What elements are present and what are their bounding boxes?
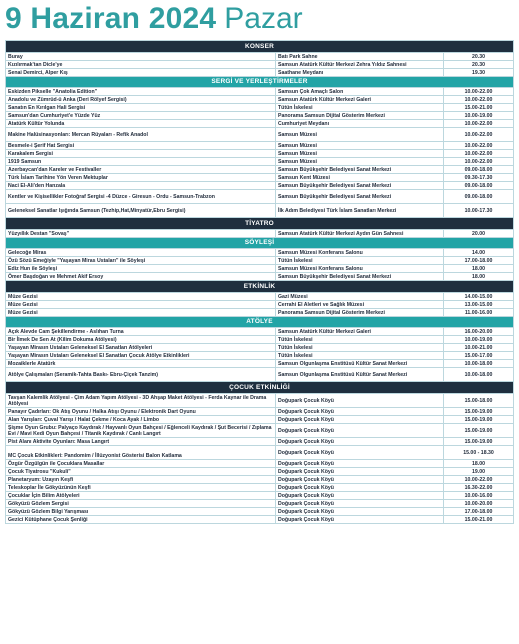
event-venue: Samsun Atatürk Kültür Merkezi Aydın Gün Sahnesi (276, 230, 444, 238)
event-time: 15.00-19.00 (444, 416, 514, 424)
event-name: Karakalem Sergisi (6, 150, 276, 158)
section-title: ATÖLYE (6, 317, 514, 328)
event-name: Yüzyıllık Destan "Sovaş" (6, 230, 276, 238)
event-name: Özgür Özgülgün ile Çocuklara Masallar (6, 460, 276, 468)
event-venue: Tütün İskelesi (276, 336, 444, 344)
event-venue: Samsun Çok Amaçlı Salon (276, 88, 444, 96)
event-venue: Doğupark Çocuk Köyü (276, 476, 444, 484)
event-row (6, 150, 514, 158)
event-venue: Cerrahi El Aletleri ve Sağlık Müzesi (276, 301, 444, 309)
event-venue: Doğupark Çocuk Köyü (276, 408, 444, 416)
event-venue: Panorama Samsun Dijital Gösterim Merkezi (276, 309, 444, 317)
event-row (6, 104, 514, 112)
event-row (6, 416, 514, 424)
event-time: 10.00-22.00 (444, 120, 514, 128)
event-time: 16.00-20.00 (444, 328, 514, 336)
event-venue: Samsun Büyükşehir Belediyesi Sanat Merkezi (276, 166, 444, 174)
event-name: Samsun'dan Cumhuriyet'e Yüzde Yüz (6, 112, 276, 120)
event-name: Gökyüzü Gözlem Sergisi (6, 500, 276, 508)
event-time: 10.00-22.00 (444, 88, 514, 96)
event-row (6, 424, 514, 438)
event-row (6, 309, 514, 317)
event-row (6, 112, 514, 120)
event-row (6, 69, 514, 77)
event-time: 10.00-19.00 (444, 112, 514, 120)
event-row (6, 500, 514, 508)
event-time: 10.00-22.00 (444, 158, 514, 166)
section-header (6, 317, 514, 328)
event-name: Müze Gezisi (6, 293, 276, 301)
event-row (6, 128, 514, 142)
event-venue: Samsun Atatürk Kültür Merkezi Galeri (276, 96, 444, 104)
event-time: 13.00-15.00 (444, 301, 514, 309)
event-venue: Samsun Müzesi (276, 128, 444, 142)
event-name: Azerbaycan'dan Kareler ve Festivaller (6, 166, 276, 174)
event-time: 14.00-15.00 (444, 293, 514, 301)
event-venue: Samsun Atatürk Kültür Merkezi Zehra Yıldız Sahnesi (276, 61, 444, 69)
section-header (6, 238, 514, 249)
event-venue: Samsun Müzesi Konferans Salonu (276, 265, 444, 273)
event-row (6, 249, 514, 257)
event-name: Ediz Hun ile Söyleşi (6, 265, 276, 273)
event-time: 10.00-22.00 (444, 142, 514, 150)
event-name: Gelecoğe Miras (6, 249, 276, 257)
event-venue: Panorama Samsun Dijital Gösterim Merkezi (276, 112, 444, 120)
event-time: 17.00-18.00 (444, 508, 514, 516)
event-time: 15.00-19.00 (444, 424, 514, 438)
event-venue: Batı Park Sahne (276, 53, 444, 61)
event-name: Şişme Oyun Grubu: Palyaço Kaydırak / Hayvanlı Oyun Bahçesi / Eğlenceli Kaydırak / Şut Becerisi / Zıplama Evi / Mavi Kedi Oyun Bahçesi / Titanik Kaydırak / Canlı Langırt (6, 424, 276, 438)
section-title: SERGİ VE YERLEŞTİRMELER (6, 77, 514, 88)
event-name: Kızılırmak'tan Dicle'ye (6, 61, 276, 69)
event-time: 20.30 (444, 61, 514, 69)
event-row (6, 204, 514, 218)
event-row (6, 438, 514, 446)
event-row (6, 257, 514, 265)
event-name: Teleskoplar İle Gökyüzünün Keşfi (6, 484, 276, 492)
event-time: 10.00-22.00 (444, 150, 514, 158)
event-venue: Doğupark Çocuk Köyü (276, 508, 444, 516)
event-name: Çocuklar İçin Bilim Atölyeleri (6, 492, 276, 500)
event-row (6, 301, 514, 309)
event-row (6, 120, 514, 128)
event-row (6, 508, 514, 516)
event-name: Mozaiklerle Atatürk (6, 360, 276, 368)
event-time: 15.00-19.00 (444, 408, 514, 416)
event-time: 15.00-21.00 (444, 104, 514, 112)
event-row (6, 53, 514, 61)
event-time: 14.00 (444, 249, 514, 257)
event-venue: Samsun Atatürk Kültür Merkezi Galeri (276, 328, 444, 336)
event-time: 09.00-18.00 (444, 166, 514, 174)
event-venue: Doğupark Çocuk Köyü (276, 394, 444, 408)
event-time: 09.00-18.00 (444, 190, 514, 204)
event-venue: İlk Adım Belediyesi Türk İslam Sanatları Merkezi (276, 204, 444, 218)
section-title: SÖYLEŞİ (6, 238, 514, 249)
event-row (6, 293, 514, 301)
event-venue: Doğupark Çocuk Köyü (276, 446, 444, 460)
event-venue: Samsun Olgunlaşma Enstitüsü Kültür Sanat Merkezi (276, 368, 444, 382)
event-row (6, 484, 514, 492)
section-title: ETKİNLİK (6, 281, 514, 293)
event-name: Eskizden Pikselle "Anatolia Edition" (6, 88, 276, 96)
event-name: Anadolu ve Zümrüd-ü Anka (Deri Rölyef Sergisi) (6, 96, 276, 104)
event-row (6, 230, 514, 238)
event-venue: Gazi Müzesi (276, 293, 444, 301)
event-name: Buray (6, 53, 276, 61)
event-time: 19.30 (444, 69, 514, 77)
section-title: TİYATRO (6, 218, 514, 230)
event-name: Kentler ve Kişisellikler Fotoğraf Sergisi -4 Düzce - Giresun - Ordu - Samsun-Trabzon (6, 190, 276, 204)
event-time: 10.00-22.00 (444, 128, 514, 142)
event-name: Açık Alevde Cam Şekillendirme - Aslıhan Turna (6, 328, 276, 336)
section-title: ÇOCUK ETKİNLİĞİ (6, 382, 514, 394)
event-row (6, 446, 514, 460)
event-time: 10.00-22.00 (444, 96, 514, 104)
event-row (6, 190, 514, 204)
event-name: Gezici Kütüphane Çocuk Şenliği (6, 516, 276, 524)
event-venue: Samsun Büyükşehir Belediyesi Sanat Merkezi (276, 190, 444, 204)
page-title (5, 0, 303, 38)
event-name: Müze Gezisi (6, 309, 276, 317)
event-name: Planetaryum: Uzayın Keşfi (6, 476, 276, 484)
title-date: 9 Haziran 2024 (5, 2, 217, 35)
event-venue: Doğupark Çocuk Köyü (276, 500, 444, 508)
event-name: Gökyüzü Gözlem Bilgi Yarışması (6, 508, 276, 516)
event-row (6, 460, 514, 468)
event-name: Pist Alanı Aktivite Oyunları: Masa Langırt (6, 438, 276, 446)
event-time: 15.00-19.00 (444, 438, 514, 446)
event-row (6, 360, 514, 368)
event-time: 09.00-18.00 (444, 182, 514, 190)
section-header (6, 77, 514, 88)
event-name: Atatürk Kültür Yolunda (6, 120, 276, 128)
event-row (6, 476, 514, 484)
event-time: 18.00 (444, 273, 514, 281)
event-row (6, 344, 514, 352)
event-time: 10.00-18.00 (444, 360, 514, 368)
event-time: 18.00 (444, 460, 514, 468)
event-row (6, 96, 514, 104)
event-time: 09.30-17.30 (444, 174, 514, 182)
event-name: Müze Gezisi (6, 301, 276, 309)
event-row (6, 516, 514, 524)
event-row (6, 265, 514, 273)
event-time: 10.00-18.00 (444, 368, 514, 382)
event-time: 10.00-20.00 (444, 500, 514, 508)
event-row (6, 408, 514, 416)
event-venue: Tütün İskelesi (276, 344, 444, 352)
event-row (6, 368, 514, 382)
event-time: 20.00 (444, 230, 514, 238)
event-row (6, 61, 514, 69)
section-title: KONSER (6, 41, 514, 53)
event-time: 11.00-16.00 (444, 309, 514, 317)
event-row (6, 88, 514, 96)
event-time: 15.00 - 18.30 (444, 446, 514, 460)
event-name: Panayır Çadırları: Ok Atış Oyunu / Halka Atışı Oyunu / Elektronik Dart Oyunu (6, 408, 276, 416)
event-name: Özü Sözü Emeğiyle "Yaşayan Miras Ustaları" ile Söyleşi (6, 257, 276, 265)
event-row (6, 394, 514, 408)
event-time: 10.00-22.00 (444, 476, 514, 484)
schedule-table (5, 40, 514, 524)
event-row (6, 273, 514, 281)
event-time: 10.00-16.00 (444, 492, 514, 500)
event-name: MC Çocuk Etkinlikleri: Pandomim / İllüzyonist Gösterisi Balon Katlama (6, 446, 276, 460)
section-header (6, 281, 514, 293)
event-name: Besmele-i Şerif Hat Sergisi (6, 142, 276, 150)
event-time: 10.00-19.00 (444, 336, 514, 344)
event-row (6, 328, 514, 336)
event-venue: Samsun Olgunlaşma Enstitüsü Kültür Sanat Merkezi (276, 360, 444, 368)
event-venue: Doğupark Çocuk Köyü (276, 484, 444, 492)
event-time: 17.00-18.00 (444, 257, 514, 265)
event-row (6, 182, 514, 190)
event-venue: Samsun Büyükşehir Belediyesi Sanat Merkezi (276, 182, 444, 190)
event-name: Türk İslam Tarihine Yön Veren Mektuplar (6, 174, 276, 182)
event-venue: Tütün İskelesi (276, 104, 444, 112)
section-header (6, 41, 514, 53)
event-name: Bir İlmek De Sen At (Kilim Dokuma Atölyesi) (6, 336, 276, 344)
event-name: 1919 Samsun (6, 158, 276, 166)
event-name: Tavşan Kalemlik Atölyesi - Çim Adam Yapım Atölyesi - 3D Ahşap Maket Atölyesi - Ferda Kaynar ile Drama Atölyesi (6, 394, 276, 408)
event-name: Atölye Çalışmaları (Seramik-Tahta Baskı- Ebru-Çiçek Tanzim) (6, 368, 276, 382)
event-venue: Cumhuriyet Meydanı (276, 120, 444, 128)
section-header (6, 382, 514, 394)
event-venue: Samsun Kent Müzesi (276, 174, 444, 182)
event-venue: Samsun Büyükşehir Belediyesi Sanat Merkezi (276, 273, 444, 281)
event-time: 18.00 (444, 265, 514, 273)
event-name: Çocuk Tiyatrosu "Kukuli" (6, 468, 276, 476)
event-venue: Samsun Müzesi Konferans Salonu (276, 249, 444, 257)
event-venue: Doğupark Çocuk Köyü (276, 468, 444, 476)
event-name: Ömer Başdoğan ve Mehmet Akif Ersoy (6, 273, 276, 281)
event-time: 15.00-17.00 (444, 352, 514, 360)
event-row (6, 142, 514, 150)
event-row (6, 468, 514, 476)
event-time: 15.00-18.00 (444, 394, 514, 408)
event-name: Senai Demirci, Alper Kış (6, 69, 276, 77)
event-venue: Tütün İskelesi (276, 257, 444, 265)
event-name: Yaşayan Mirasın Ustaları Geleneksel El Sanatları Çocuk Atölye Etkinlikleri (6, 352, 276, 360)
event-name: Naci El-Ali'den Hanzala (6, 182, 276, 190)
event-venue: Doğupark Çocuk Köyü (276, 424, 444, 438)
event-row (6, 336, 514, 344)
event-venue: Samsun Müzesi (276, 158, 444, 166)
event-name: Alan Yarışları: Çuval Yarışı / Halat Çekme / Koca Ayak / Limbo (6, 416, 276, 424)
event-name: Yaşayan Mirasın Ustaları Geleneksel El Sanatları Atölyeleri (6, 344, 276, 352)
event-time: 10.00-21.00 (444, 344, 514, 352)
section-header (6, 218, 514, 230)
event-name: Makine Halüsinasyonları: Mercan Rüyaları - Refik Anadol (6, 128, 276, 142)
event-time: 10.00-17.30 (444, 204, 514, 218)
event-name: Geleneksel Sanatlar Işığında Samsun (Tezhip,Hat,Minyatür,Ebru Sergisi) (6, 204, 276, 218)
event-row (6, 492, 514, 500)
event-venue: Samsun Müzesi (276, 150, 444, 158)
title-day: Pazar (224, 2, 303, 35)
event-venue: Doğupark Çocuk Köyü (276, 416, 444, 424)
event-venue: Doğupark Çocuk Köyü (276, 460, 444, 468)
event-venue: Doğupark Çocuk Köyü (276, 492, 444, 500)
event-venue: Doğupark Çocuk Köyü (276, 438, 444, 446)
event-row (6, 352, 514, 360)
event-time: 19.00 (444, 468, 514, 476)
event-time: 15.00-21.00 (444, 516, 514, 524)
event-row (6, 166, 514, 174)
event-name: Sanatın En Kırılgan Hali Sergisi (6, 104, 276, 112)
event-row (6, 174, 514, 182)
event-venue: Doğupark Çocuk Köyü (276, 516, 444, 524)
event-row (6, 158, 514, 166)
event-venue: Tütün İskelesi (276, 352, 444, 360)
event-time: 20.30 (444, 53, 514, 61)
event-time: 16.30-22.00 (444, 484, 514, 492)
event-venue: Saathane Meydanı (276, 69, 444, 77)
event-venue: Samsun Müzesi (276, 142, 444, 150)
